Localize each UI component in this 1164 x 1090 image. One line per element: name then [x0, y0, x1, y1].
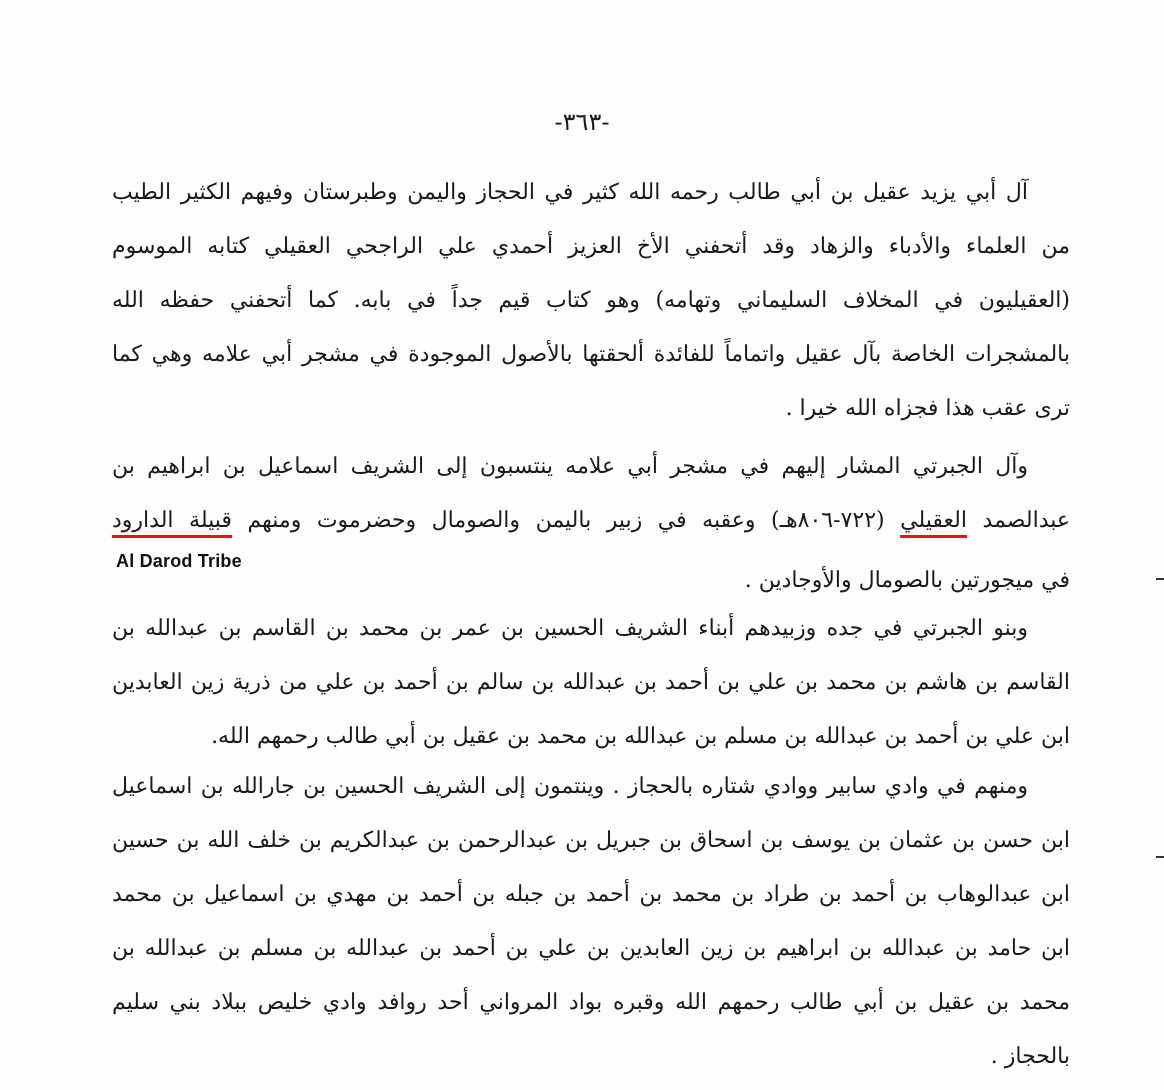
- text-line: (العقيليون في المخلاف السليماني وتهامه) وهو كتاب قيم جداً في بابه. كما أتحفني حفظه الله: [112, 288, 1070, 313]
- text-line: آل أبي يزيد عقيل بن أبي طالب رحمه الله كثير في الحجاز واليمن وطبرستان وفيهم الكثير الطيب: [112, 180, 1028, 205]
- text-line: ابن علي بن أحمد بن عبدالله بن مسلم بن عبدالله بن محمد بن عقيل بن أبي طالب رحمهم الله.: [211, 724, 1070, 749]
- text-line-underlined: [112, 494, 1070, 548]
- text-line: القاسم بن هاشم بن محمد بن علي بن أحمد بن عبدالله بن سالم بن أحمد بن علي من ذرية زين العابدين: [112, 670, 1070, 695]
- text-line: من العلماء والأدباء والزهاد وقد أتحفني الأخ العزيز أحمدي علي الراجحي العقيلي كتابه الموسوم: [112, 234, 1070, 259]
- paragraph-4: [112, 760, 1070, 1084]
- text-line: وبنو الجبرتي في جده وزبيدهم أبناء الشريف الحسين بن عمر بن محمد بن القاسم بن عبدالله بن: [112, 616, 1028, 641]
- paragraph-1: [112, 166, 1070, 436]
- page-number: -٣٦٣-: [554, 108, 610, 136]
- underlined-word-darod-tribe: قبيلة الدارود: [112, 508, 232, 533]
- text-line: ترى عقب هذا فجزاه الله خيرا .: [785, 396, 1070, 421]
- paragraph-2: [112, 440, 1070, 608]
- text-line: ومنهم في وادي سابير ووادي شتاره بالحجاز . وينتمون إلى الشريف الحسين بن جارالله بن اسماعيل: [112, 774, 1028, 799]
- tribe-annotation-label: Al Darod Tribe: [116, 551, 242, 571]
- text-line: ابن حامد بن عبدالله بن ابراهيم بن زين العابدين بن علي بن أحمد بن عبدالله بن مسلم بن عبدالله بن: [112, 936, 1070, 961]
- text-line: محمد بن عقيل بن أبي طالب رحمهم الله وقبره بواد المرواني أحد روافد وادي خليص ببلاد بني سليم: [112, 990, 1070, 1015]
- margin-tick-mark: [1156, 856, 1164, 858]
- margin-tick-mark: [1156, 578, 1164, 580]
- text-line: في ميجورتين بالصومال والأوجادين .: [744, 568, 1070, 593]
- text-line: ابن حسن بن عثمان بن يوسف بن اسحاق بن جبريل بن عبدالرحمن بن عبدالكريم بن خلف الله بن حسين: [112, 828, 1070, 853]
- text-segment: (٧٢٢-٨٠٦هـ) وعقبه في زبير باليمن والصومال وحضرموت ومنهم: [247, 508, 885, 533]
- text-line: بالمشجرات الخاصة بآل عقيل واتماماً للفائدة ألحقتها بالأصول الموجودة في مشجر أبي علامه وهي كما: [112, 342, 1070, 367]
- text-segment: عبدالصمد: [982, 508, 1070, 533]
- text-line: بالحجاز .: [990, 1044, 1070, 1069]
- underlined-word-aqili: العقيلي: [900, 508, 967, 533]
- paragraph-3: [112, 602, 1070, 764]
- text-line: وآل الجبرتي المشار إليهم في مشجر أبي علامه ينتسبون إلى الشريف اسماعيل بن ابراهيم بن: [112, 454, 1028, 479]
- text-line: ابن عبدالوهاب بن أحمد بن طراد بن محمد بن أحمد بن جبله بن أحمد بن مهدي بن اسماعيل بن محمد: [112, 882, 1070, 907]
